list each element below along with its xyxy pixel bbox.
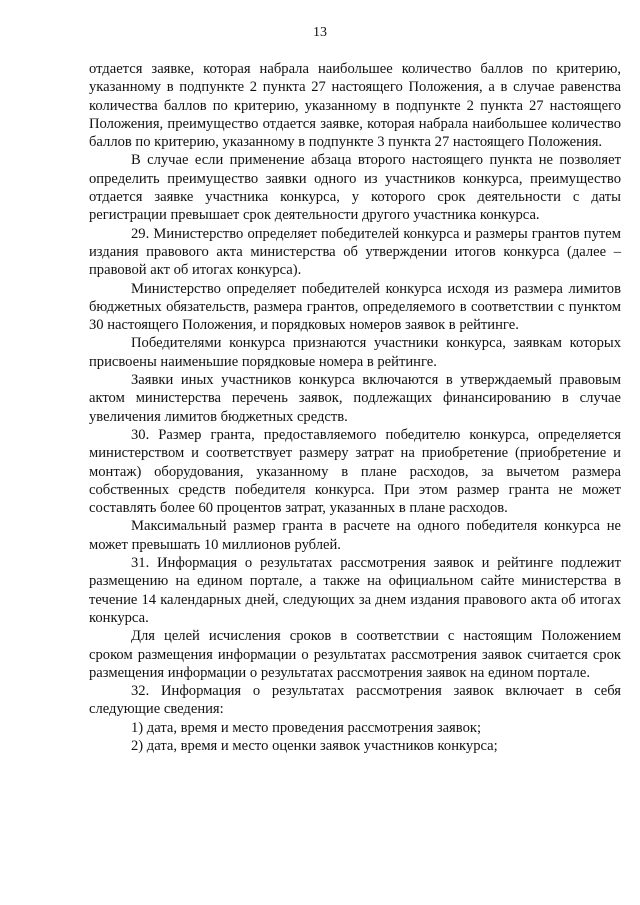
paragraph-item-30: 30. Размер гранта, предоставляемого победителю конкурса, определяется министерством и соответствует размеру затрат на приобретение (приобретение и монтаж) оборудования, указанному в плане расходов, за вычетом размера собственных средств победителя конкурса. При этом размер гранта не может составлять более 60 процентов затрат, указанных в плане расходов. xyxy=(89,426,621,517)
paragraph: В случае если применение абзаца второго настоящего пункта не позволяет определить преимущество заявки одного из участников конкурса, преимущество отдается заявке участника конкурса, у которого срок деятельности с даты регистрации превышает срок деятельности другого участника конкурса. xyxy=(89,152,621,224)
paragraph-item-29: 29. Министерство определяет победителей конкурса и размеры грантов путем издания правового акта министерства об утверждении итогов конкурса (далее – правовой акт об итогах конкурса). xyxy=(89,225,621,279)
document-body xyxy=(89,60,621,755)
paragraph: Для целей исчисления сроков в соответствии с настоящим Положением сроком размещения информации о результатах рассмотрения заявок считается срок размещения информации о результатах рассмотрения заявок на едином портале. xyxy=(89,628,621,681)
paragraph-item-31: 31. Информация о результатах рассмотрения заявок и рейтинге подлежит размещению на едином портале, а также на официальном сайте министерства в течение 14 календарных дней, следующих за днем издания правового акта об итогах конкурса. xyxy=(89,555,621,626)
page-number: 13 xyxy=(313,25,327,40)
list-item: 2) дата, время и место оценки заявок участников конкурса; xyxy=(131,737,498,754)
paragraph: Заявки иных участников конкурса включаются в утверждаемый правовым актом министерства перечень заявок, подлежащих финансированию в случае увеличения лимитов бюджетных средств. xyxy=(89,372,621,425)
paragraph: Максимальный размер гранта в расчете на одного победителя конкурса не может превышать 10 миллионов рублей. xyxy=(89,518,621,553)
list-item: 1) дата, время и место проведения рассмотрения заявок; xyxy=(131,719,482,736)
paragraph-continuation: отдается заявке, которая набрала наибольшее количество баллов по критерию, указанному в подпункте 2 пункта 27 настоящего Положения, а в случае равенства количества баллов по критерию, указанному в подпункте 2 пункта 27 настоящего Положения, преимущество отдается заявке, которая набрала наибольшее количество баллов по критерию, указанному в подпункте 3 пункта 27 настоящего Положения. xyxy=(89,61,621,151)
paragraph: Победителями конкурса признаются участники конкурса, заявкам которых присвоены наименьшие порядковые номера в рейтинге. xyxy=(89,335,621,370)
paragraph-item-32: 32. Информация о результатах рассмотрения заявок включает в себя следующие сведения: xyxy=(89,683,621,718)
paragraph: Министерство определяет победителей конкурса исходя из размера лимитов бюджетных обязательств, размера грантов, определяемого в соответствии с пунктом 30 настоящего Положения, и порядковых номеров заявок в рейтинге. xyxy=(89,280,621,334)
